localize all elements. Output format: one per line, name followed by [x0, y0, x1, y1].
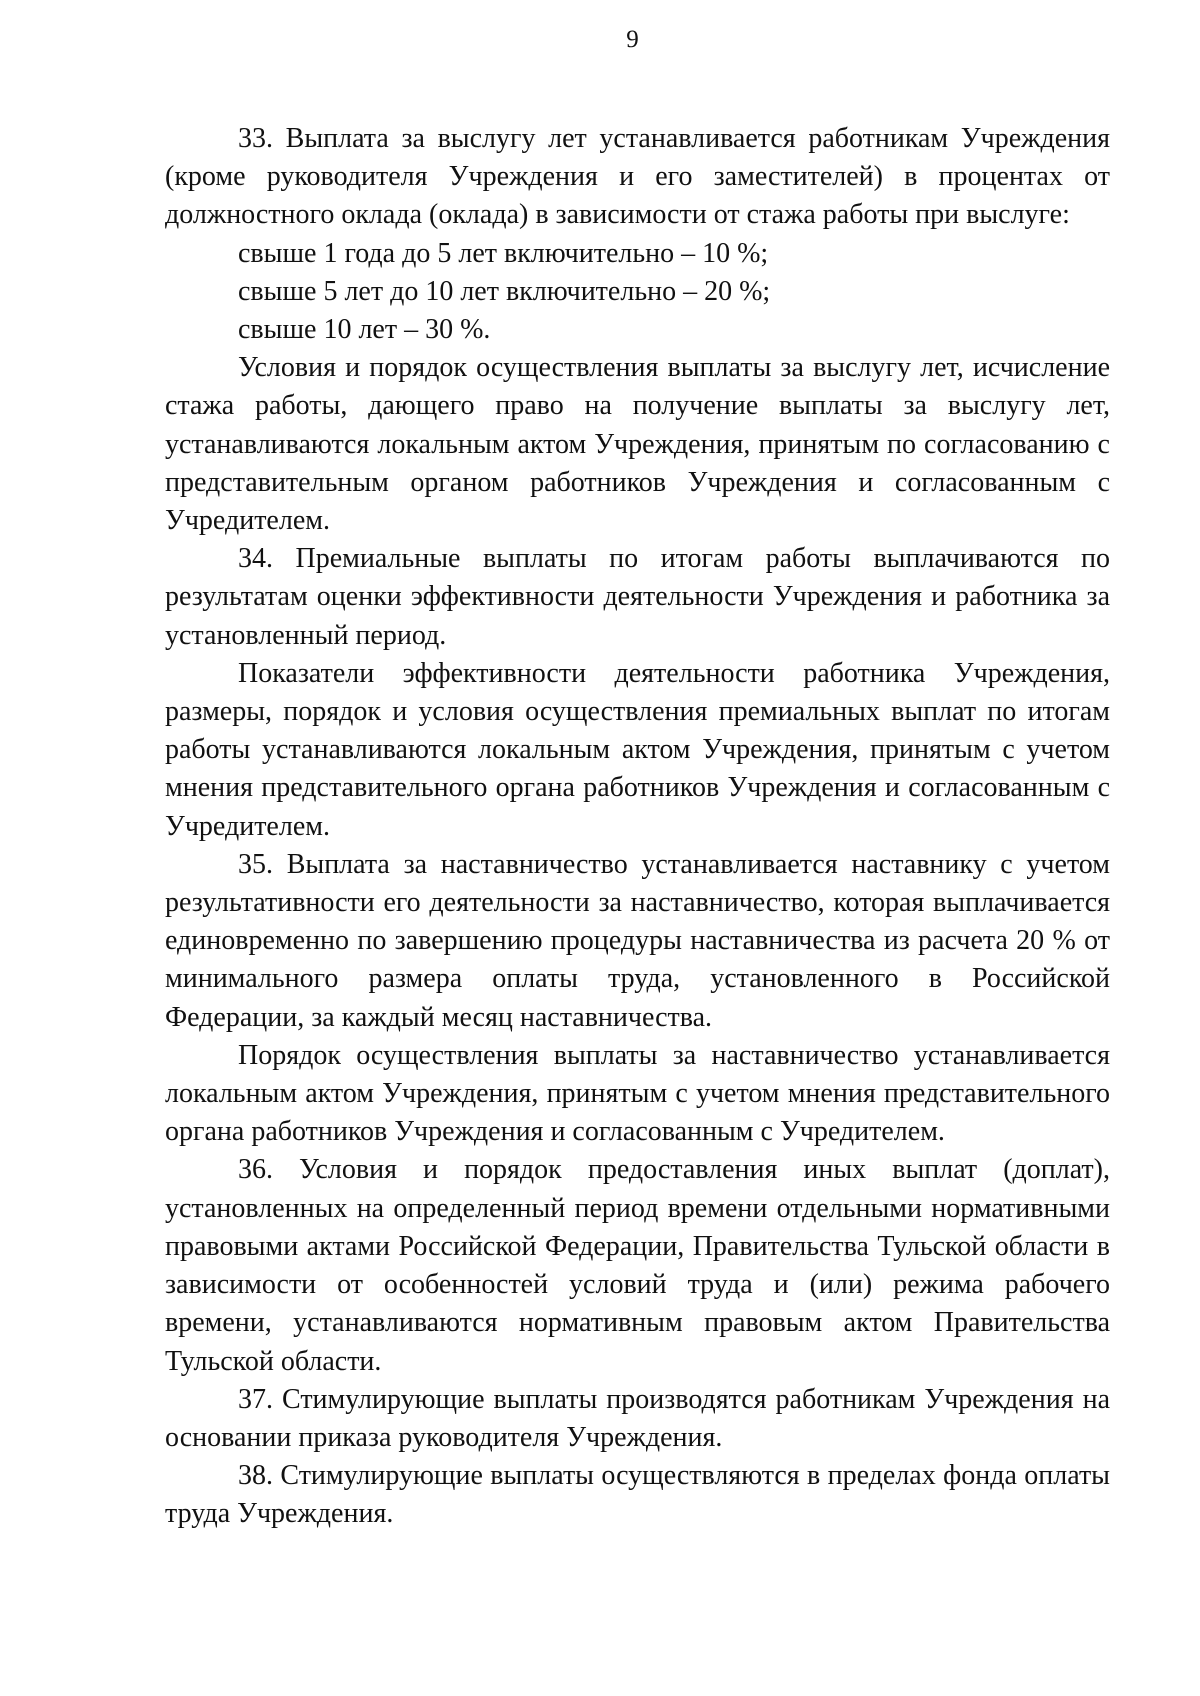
paragraph-35-procedure: Порядок осуществления выплаты за наставничество устанавливается локальным актом Учреждения, принятым с учетом мнения представительного органа работников Учреждения и согласованным с Учредителем. — [165, 1039, 1110, 1148]
paragraph-37: 37. Стимулирующие выплаты производятся работникам Учреждения на основании приказа руководителя Учреждения. — [165, 1383, 1110, 1453]
seniority-tier-3: свыше 10 лет – 30 %. — [238, 314, 491, 346]
paragraph-34-indicators: Показатели эффективности деятельности работника Учреждения, размеры, порядок и условия осуществления премиальных выплат по итогам работы устанавливаются локальным актом Учреждения, принятым с учетом мнения представительного органа работников Учреждения и согласованным с Учредителем. — [165, 657, 1110, 842]
paragraph-34: 34. Премиальные выплаты по итогам работы выплачиваются по результатам оценки эффективности деятельности Учреждения и работника за установленный период. — [165, 543, 1110, 651]
paragraph-36: 36. Условия и порядок предоставления иных выплат (доплат), установленных на определенный период времени отдельными нормативными правовыми актами Российской Федерации, Правительства Тульской области в зависимости от особенностей условий труда и (или) режима рабочего времени, устанавливаются нормативным правовым актом Правительства Тульской области. — [165, 1154, 1110, 1377]
paragraph-33-conditions: Условия и порядок осуществления выплаты за выслугу лет, исчисление стажа работы, дающего право на получение выплаты за выслугу лет, устанавливаются локальным актом Учреждения, принятым по согласованию с представительным органом работников Учреждения и согласованным с Учредителем. — [165, 352, 1110, 537]
paragraph-33: 33. Выплата за выслугу лет устанавливается работникам Учреждения (кроме руководителя Учреждения и его заместителей) в процентах от должностного оклада (оклада) в зависимости от стажа работы при выслуге: — [165, 123, 1110, 231]
document-body — [165, 120, 1110, 1534]
page-number: 9 — [626, 26, 639, 53]
seniority-tier-1: свыше 1 года до 5 лет включительно – 10 %; — [238, 237, 769, 269]
paragraph-35: 35. Выплата за наставничество устанавливается наставнику с учетом результативности его деятельности за наставничество, которая выплачивается единовременно по завершению процедуры наставничества из расчета 20 % от минимального размера оплаты труда, установленного в Российской Федерации, за каждый месяц наставничества. — [165, 848, 1110, 1033]
seniority-tier-2: свыше 5 лет до 10 лет включительно – 20 %; — [238, 275, 771, 307]
paragraph-38: 38. Стимулирующие выплаты осуществляются в пределах фонда оплаты труда Учреждения. — [165, 1460, 1110, 1530]
